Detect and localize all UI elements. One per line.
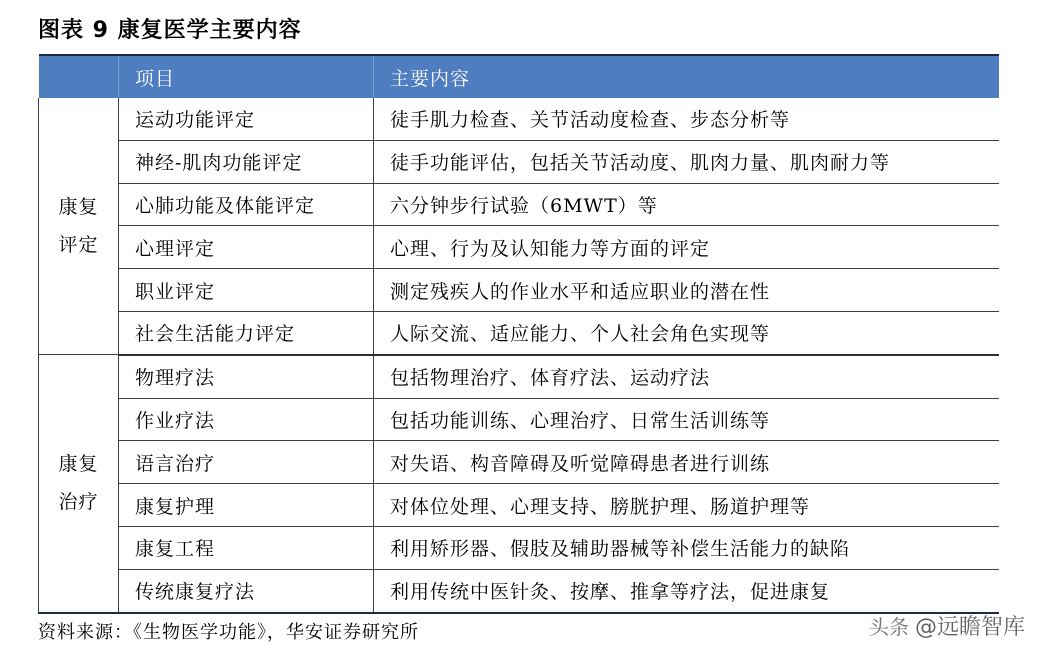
watermark-prefix: 头条 (868, 615, 909, 639)
header-content: 主要内容 (374, 55, 999, 98)
row-content: 徒手功能评估，包括关节活动度、肌肉力量、肌肉耐力等 (374, 140, 999, 183)
header-category (39, 55, 119, 98)
row-item: 语言治疗 (119, 441, 374, 484)
row-item: 职业评定 (119, 269, 374, 312)
rehab-content-table (38, 54, 999, 614)
table-row (39, 355, 999, 398)
row-item: 传统康复疗法 (119, 569, 374, 612)
table-row (39, 484, 999, 527)
row-item: 神经-肌肉功能评定 (119, 140, 374, 183)
row-item: 作业疗法 (119, 398, 374, 441)
source-note: 资料来源：《生物医学功能》，华安证券研究所 (38, 622, 419, 643)
row-content: 包括物理治疗、体育疗法、运动疗法 (374, 355, 999, 398)
table-row (39, 226, 999, 269)
row-item: 运动功能评定 (119, 98, 374, 140)
table-row (39, 183, 999, 226)
table-row (39, 140, 999, 183)
header-item: 项目 (119, 55, 374, 98)
table-header-row (39, 55, 999, 98)
row-item: 心肺功能及体能评定 (119, 183, 374, 226)
table-row (39, 569, 999, 612)
table-row (39, 441, 999, 484)
row-content: 包括功能训练、心理治疗、日常生活训练等 (374, 398, 999, 441)
row-content: 对体位处理、心理支持、膀胱护理、肠道护理等 (374, 484, 999, 527)
group-label-treatment: 康复 治疗 (39, 355, 119, 613)
table-row (39, 98, 999, 140)
row-item: 社会生活能力评定 (119, 311, 374, 354)
group-label-assessment: 康复 评定 (39, 98, 119, 355)
row-content: 心理、行为及认知能力等方面的评定 (374, 226, 999, 269)
watermark (869, 610, 1025, 641)
row-content: 利用矫形器、假肢及辅助器械等补偿生活能力的缺陷 (374, 526, 999, 569)
row-item: 康复工程 (119, 526, 374, 569)
row-content: 六分钟步行试验（6MWT）等 (374, 183, 999, 226)
row-content: 测定残疾人的作业水平和适应职业的潜在性 (374, 269, 999, 312)
row-item: 康复护理 (119, 484, 374, 527)
table-row (39, 526, 999, 569)
table-row (39, 269, 999, 312)
row-item: 物理疗法 (119, 355, 374, 398)
row-content: 利用传统中医针灸、按摩、推拿等疗法，促进康复 (374, 569, 999, 612)
row-content: 对失语、构音障碍及听觉障碍患者进行训练 (374, 441, 999, 484)
table-row (39, 311, 999, 354)
row-content: 徒手肌力检查、关节活动度检查、步态分析等 (374, 98, 999, 140)
row-content: 人际交流、适应能力、个人社会角色实现等 (374, 311, 999, 354)
page-title: 图表 9 康复医学主要内容 (38, 18, 302, 43)
row-item: 心理评定 (119, 226, 374, 269)
table-row (39, 398, 999, 441)
watermark-handle: @远瞻智库 (914, 615, 1025, 640)
